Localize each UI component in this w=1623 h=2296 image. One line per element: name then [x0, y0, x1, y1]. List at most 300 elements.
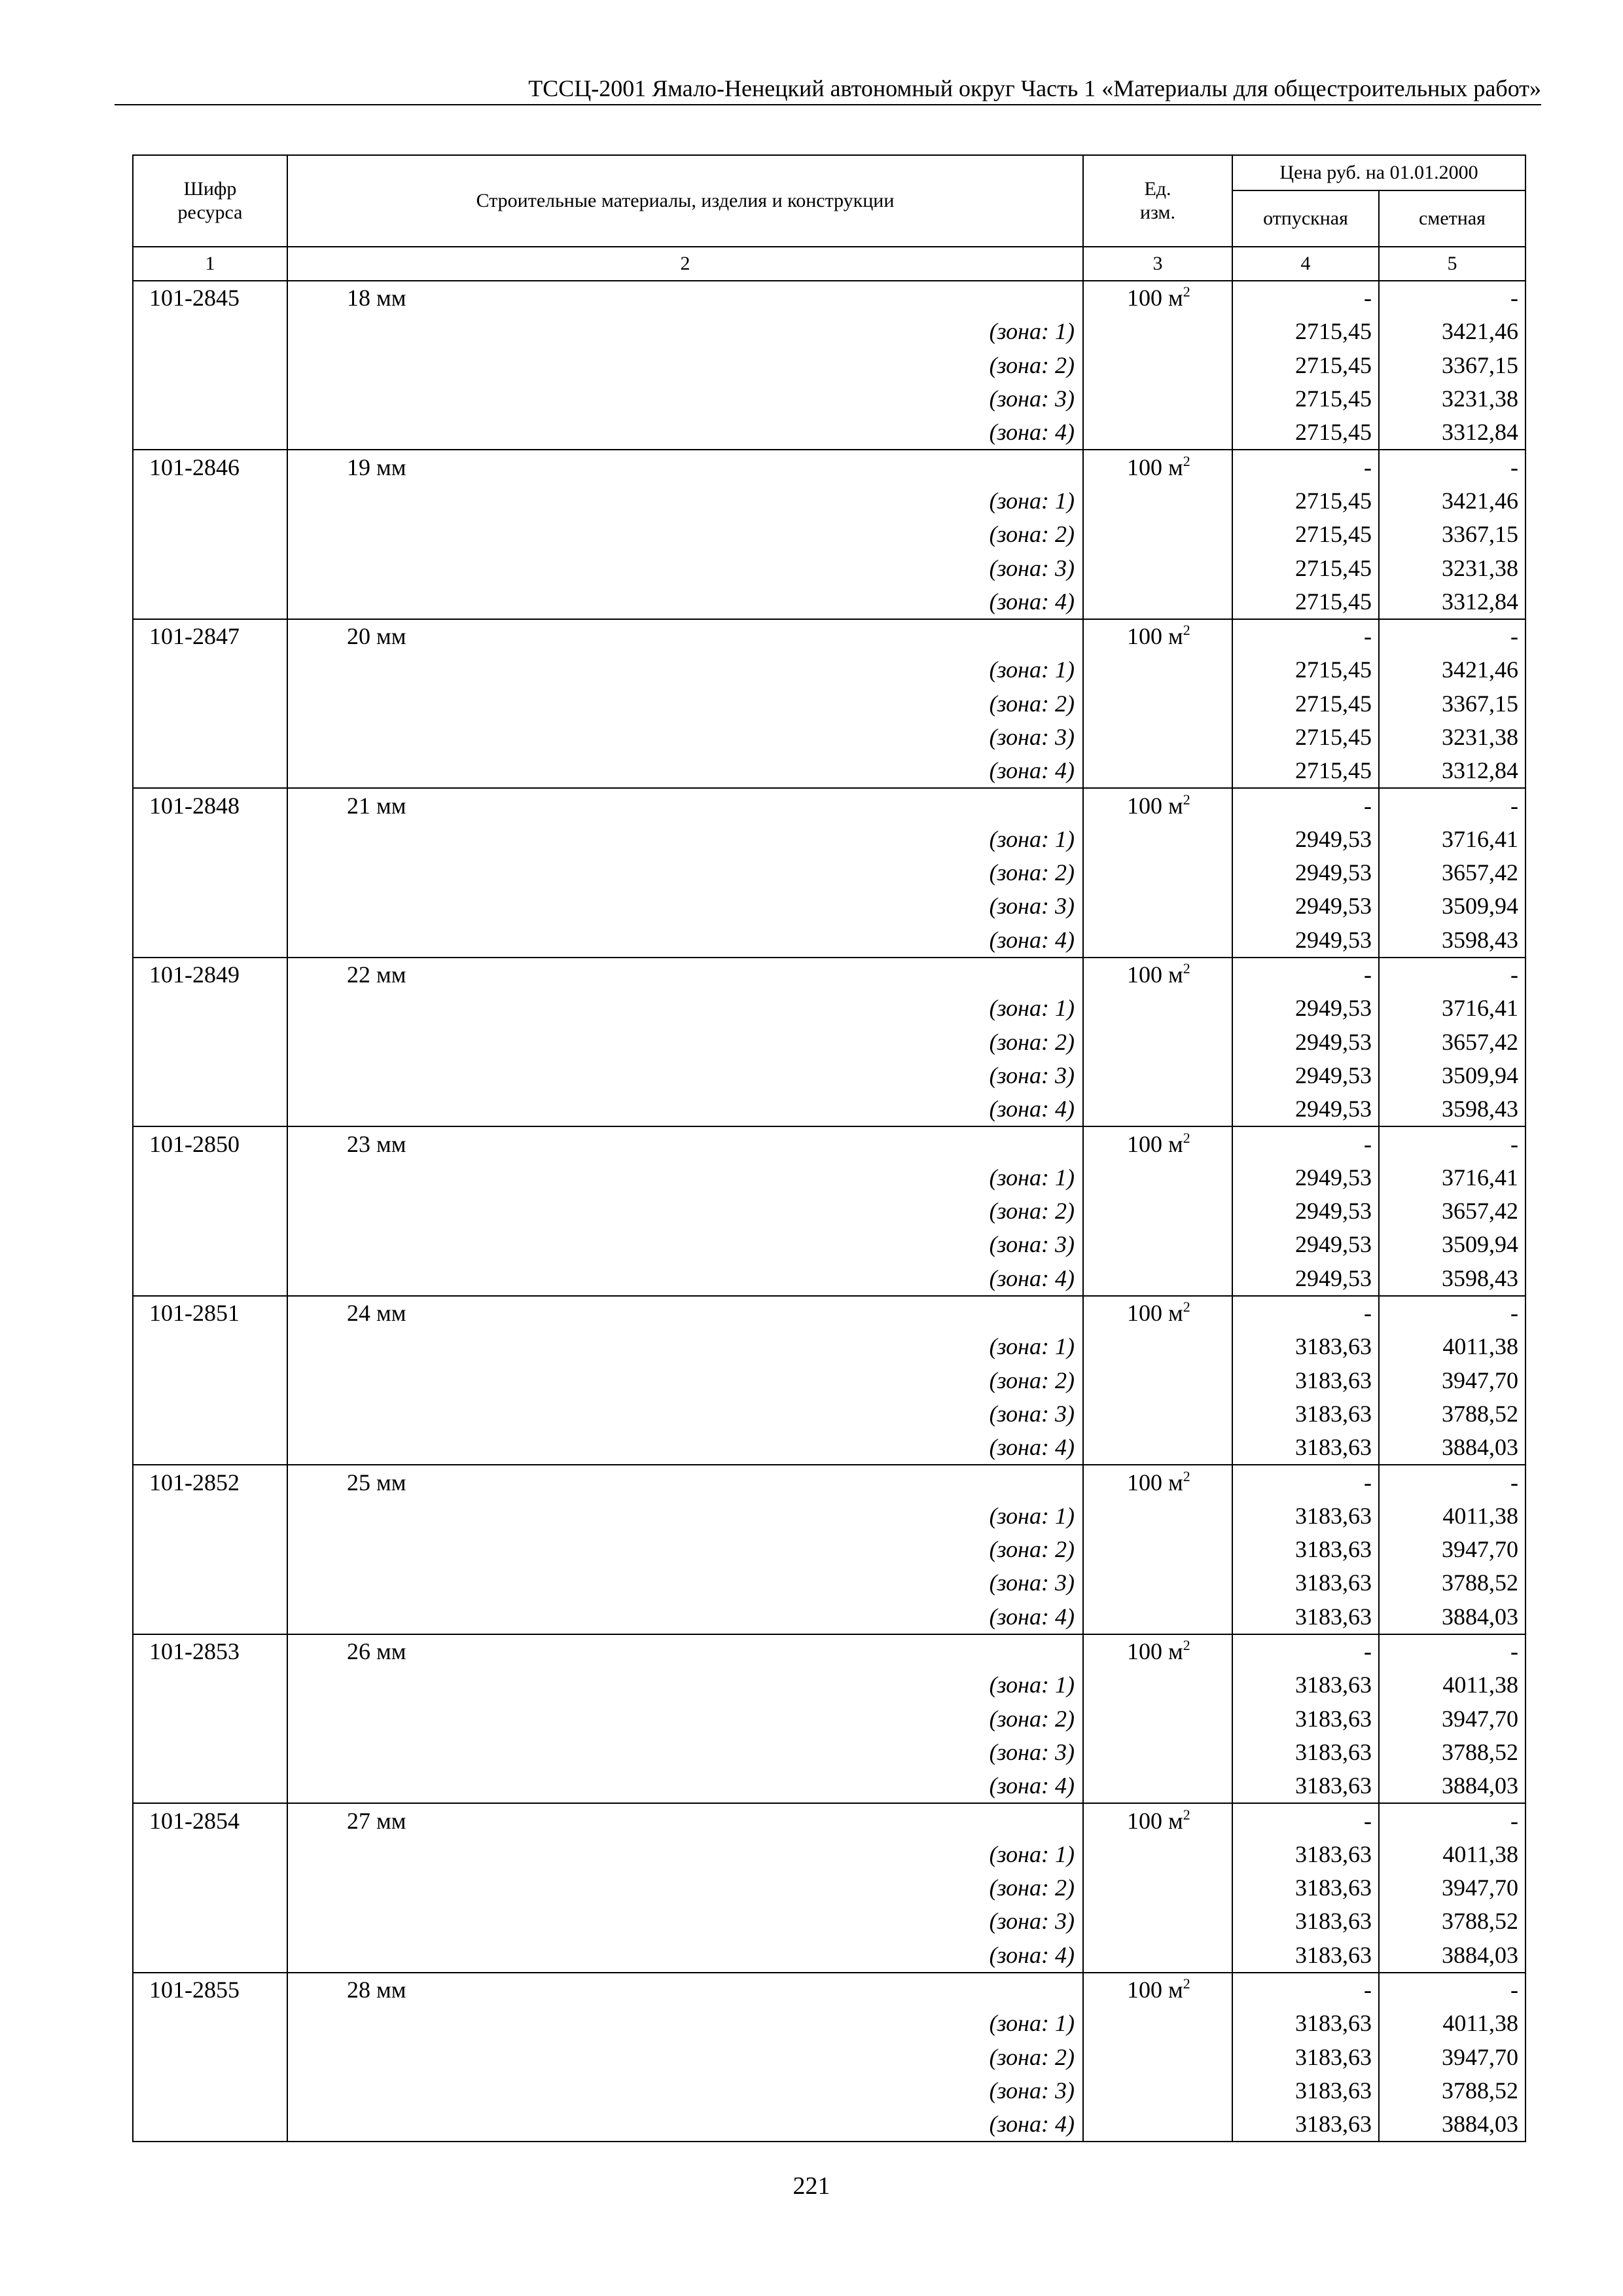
resource-code: 101-2845 [133, 281, 287, 315]
price-table [132, 154, 1526, 2142]
zone-label: (зона: 4) [287, 2108, 1083, 2142]
empty-cell [1083, 1161, 1232, 1194]
zone-row [133, 1161, 1525, 1194]
estimate-price: 4011,38 [1379, 1668, 1525, 1702]
zone-label: (зона: 1) [287, 1499, 1083, 1533]
resource-code: 101-2848 [133, 788, 287, 822]
estimate-price: 3947,70 [1379, 1702, 1525, 1735]
zone-label: (зона: 3) [287, 1736, 1083, 1769]
estimate-price: 3421,46 [1379, 653, 1525, 687]
empty-cell [1083, 585, 1232, 619]
header-unit: Ед. изм. [1083, 155, 1232, 247]
release-price: - [1232, 619, 1379, 653]
empty-cell [133, 687, 287, 721]
page-number: 221 [793, 2172, 830, 2200]
empty-cell [133, 1499, 287, 1533]
release-price: 3183,63 [1232, 1668, 1379, 1702]
estimate-price: 3657,42 [1379, 856, 1525, 889]
material-name: 19 мм [287, 450, 1083, 484]
zone-row [133, 2040, 1525, 2073]
unit-text: 100 м [1127, 1300, 1183, 1327]
unit-text: 100 м [1127, 1130, 1183, 1157]
unit-cell [1083, 1803, 1232, 1837]
zone-row [133, 1769, 1525, 1803]
empty-cell [1083, 1397, 1232, 1431]
zone-label: (зона: 1) [287, 1668, 1083, 1702]
zone-label: (зона: 1) [287, 315, 1083, 348]
estimate-price: - [1379, 1465, 1525, 1499]
release-price: 2949,53 [1232, 924, 1379, 958]
release-price: 2715,45 [1232, 484, 1379, 518]
empty-cell [133, 823, 287, 856]
unit-superscript: 2 [1183, 1129, 1190, 1146]
estimate-price: 3884,03 [1379, 2108, 1525, 2142]
header-code: Шифр ресурса [133, 155, 287, 247]
release-price: 3183,63 [1232, 2108, 1379, 2142]
zone-label: (зона: 1) [287, 1161, 1083, 1194]
estimate-price: 3598,43 [1379, 1092, 1525, 1126]
empty-cell [1083, 721, 1232, 754]
zone-label: (зона: 4) [287, 1600, 1083, 1634]
table-row [133, 958, 1525, 992]
table-row [133, 450, 1525, 484]
empty-cell [1083, 1364, 1232, 1397]
empty-cell [1083, 1533, 1232, 1566]
zone-row [133, 1364, 1525, 1397]
zone-label: (зона: 2) [287, 1194, 1083, 1228]
zone-row [133, 1194, 1525, 1228]
release-price: 2715,45 [1232, 653, 1379, 687]
release-price: 3183,63 [1232, 1330, 1379, 1363]
empty-cell [1083, 1736, 1232, 1769]
zone-label: (зона: 3) [287, 1566, 1083, 1600]
material-name: 21 мм [287, 788, 1083, 822]
release-price: - [1232, 1126, 1379, 1160]
estimate-price: 3312,84 [1379, 585, 1525, 619]
release-price: 3183,63 [1232, 1364, 1379, 1397]
column-number: 2 [287, 247, 1083, 281]
empty-cell [1083, 1330, 1232, 1363]
estimate-price: 3509,94 [1379, 1059, 1525, 1092]
empty-cell [133, 1939, 287, 1973]
empty-cell [1083, 823, 1232, 856]
table-row [133, 1973, 1525, 2007]
table-row [133, 1296, 1525, 1330]
resource-code: 101-2849 [133, 958, 287, 992]
table-row [133, 1803, 1525, 1837]
zone-row [133, 349, 1525, 382]
estimate-price: 3312,84 [1379, 754, 1525, 788]
zone-label: (зона: 4) [287, 416, 1083, 450]
empty-cell [133, 585, 287, 619]
material-name: 26 мм [287, 1634, 1083, 1668]
empty-cell [1083, 1262, 1232, 1296]
empty-cell [133, 1431, 287, 1465]
estimate-price: - [1379, 1296, 1525, 1330]
empty-cell [133, 992, 287, 1025]
zone-row [133, 1533, 1525, 1566]
empty-cell [133, 754, 287, 788]
release-price: - [1232, 281, 1379, 315]
zone-row [133, 1026, 1525, 1059]
zone-label: (зона: 1) [287, 653, 1083, 687]
zone-row [133, 1059, 1525, 1092]
header-rule [115, 104, 1541, 105]
empty-cell [133, 1905, 287, 1938]
empty-cell [1083, 315, 1232, 348]
unit-superscript: 2 [1183, 1467, 1190, 1484]
zone-row [133, 1499, 1525, 1533]
release-price: 2949,53 [1232, 1092, 1379, 1126]
estimate-price: - [1379, 1126, 1525, 1160]
empty-cell [133, 315, 287, 348]
zone-label: (зона: 4) [287, 924, 1083, 958]
unit-cell [1083, 788, 1232, 822]
zone-label: (зона: 4) [287, 1769, 1083, 1803]
unit-cell [1083, 1296, 1232, 1330]
release-price: 3183,63 [1232, 1736, 1379, 1769]
release-price: 3183,63 [1232, 1566, 1379, 1600]
zone-label: (зона: 3) [287, 382, 1083, 416]
release-price: - [1232, 958, 1379, 992]
estimate-price: 3367,15 [1379, 349, 1525, 382]
empty-cell [1083, 518, 1232, 551]
release-price: 2715,45 [1232, 551, 1379, 584]
empty-cell [133, 1092, 287, 1126]
estimate-price: 4011,38 [1379, 1499, 1525, 1533]
zone-row [133, 823, 1525, 856]
zone-label: (зона: 4) [287, 1092, 1083, 1126]
release-price: 3183,63 [1232, 1533, 1379, 1566]
zone-row [133, 1566, 1525, 1600]
zone-label: (зона: 2) [287, 2040, 1083, 2073]
empty-cell [133, 1736, 287, 1769]
zone-label: (зона: 4) [287, 1431, 1083, 1465]
zone-label: (зона: 3) [287, 1397, 1083, 1431]
material-name: 22 мм [287, 958, 1083, 992]
zone-label: (зона: 2) [287, 1364, 1083, 1397]
estimate-price: 3598,43 [1379, 1262, 1525, 1296]
table-row [133, 1126, 1525, 1160]
release-price: 2715,45 [1232, 315, 1379, 348]
estimate-price: 3788,52 [1379, 1905, 1525, 1938]
empty-cell [1083, 484, 1232, 518]
estimate-price: 3884,03 [1379, 1769, 1525, 1803]
release-price: 2949,53 [1232, 1194, 1379, 1228]
zone-label: (зона: 3) [287, 721, 1083, 754]
unit-superscript: 2 [1183, 1975, 1190, 1992]
zone-row [133, 1600, 1525, 1634]
estimate-price: 3788,52 [1379, 1397, 1525, 1431]
empty-cell [1083, 687, 1232, 721]
unit-cell [1083, 1973, 1232, 2007]
empty-cell [133, 2007, 287, 2040]
release-price: 2715,45 [1232, 754, 1379, 788]
release-price: - [1232, 450, 1379, 484]
unit-text: 100 м [1127, 961, 1183, 988]
zone-row [133, 484, 1525, 518]
release-price: 2715,45 [1232, 518, 1379, 551]
release-price: 3183,63 [1232, 2074, 1379, 2108]
release-price: 2715,45 [1232, 585, 1379, 619]
empty-cell [133, 1702, 287, 1735]
zone-row [133, 721, 1525, 754]
release-price: 2949,53 [1232, 992, 1379, 1025]
unit-superscript: 2 [1183, 622, 1190, 639]
empty-cell [133, 1600, 287, 1634]
unit-text: 100 м [1127, 285, 1183, 312]
unit-text: 100 м [1127, 792, 1183, 819]
empty-cell [133, 1364, 287, 1397]
estimate-price: - [1379, 788, 1525, 822]
material-name: 18 мм [287, 281, 1083, 315]
zone-row [133, 1262, 1525, 1296]
empty-cell [133, 653, 287, 687]
column-number: 5 [1379, 247, 1525, 281]
estimate-price: - [1379, 619, 1525, 653]
unit-superscript: 2 [1183, 1637, 1190, 1654]
material-name: 28 мм [287, 1973, 1083, 2007]
empty-cell [1083, 1668, 1232, 1702]
zone-row [133, 1838, 1525, 1871]
empty-cell [1083, 1026, 1232, 1059]
release-price: 2949,53 [1232, 1262, 1379, 1296]
zone-label: (зона: 2) [287, 518, 1083, 551]
zone-row [133, 1871, 1525, 1905]
empty-cell [133, 416, 287, 450]
unit-cell [1083, 619, 1232, 653]
release-price: 2715,45 [1232, 382, 1379, 416]
empty-cell [1083, 1194, 1232, 1228]
unit-text: 100 м [1127, 1976, 1183, 2003]
table-row [133, 619, 1525, 653]
release-price: 3183,63 [1232, 1600, 1379, 1634]
estimate-price: 3788,52 [1379, 1566, 1525, 1600]
material-name: 27 мм [287, 1803, 1083, 1837]
release-price: 3183,63 [1232, 1431, 1379, 1465]
empty-cell [1083, 2007, 1232, 2040]
empty-cell [1083, 1905, 1232, 1938]
zone-row [133, 653, 1525, 687]
estimate-price: 3947,70 [1379, 1533, 1525, 1566]
release-price: 2949,53 [1232, 1026, 1379, 1059]
empty-cell [133, 2074, 287, 2108]
empty-cell [133, 1161, 287, 1194]
zone-label: (зона: 1) [287, 992, 1083, 1025]
empty-cell [133, 1330, 287, 1363]
zone-row [133, 2108, 1525, 2142]
zone-row [133, 754, 1525, 788]
resource-code: 101-2850 [133, 1126, 287, 1160]
empty-cell [1083, 653, 1232, 687]
zone-label: (зона: 3) [287, 1059, 1083, 1092]
estimate-price: 3367,15 [1379, 518, 1525, 551]
header-name: Строительные материалы, изделия и конструкции [287, 155, 1083, 247]
release-price: 3183,63 [1232, 1939, 1379, 1973]
release-price: - [1232, 788, 1379, 822]
release-price: 3183,63 [1232, 1397, 1379, 1431]
zone-label: (зона: 1) [287, 2007, 1083, 2040]
zone-label: (зона: 3) [287, 1905, 1083, 1938]
column-number: 3 [1083, 247, 1232, 281]
estimate-price: 3231,38 [1379, 382, 1525, 416]
empty-cell [133, 1026, 287, 1059]
material-name: 23 мм [287, 1126, 1083, 1160]
release-price: 2949,53 [1232, 856, 1379, 889]
table-row [133, 281, 1525, 315]
zone-row [133, 1939, 1525, 1973]
zone-label: (зона: 4) [287, 1262, 1083, 1296]
zone-label: (зона: 2) [287, 1871, 1083, 1905]
estimate-price: 4011,38 [1379, 1838, 1525, 1871]
resource-code: 101-2851 [133, 1296, 287, 1330]
release-price: 2715,45 [1232, 687, 1379, 721]
unit-cell [1083, 1634, 1232, 1668]
unit-superscript: 2 [1183, 283, 1190, 300]
empty-cell [133, 1838, 287, 1871]
unit-superscript: 2 [1183, 1299, 1190, 1316]
estimate-price: - [1379, 958, 1525, 992]
empty-cell [133, 1228, 287, 1261]
empty-cell [133, 349, 287, 382]
release-price: 3183,63 [1232, 1499, 1379, 1533]
estimate-price: 3947,70 [1379, 2040, 1525, 2073]
empty-cell [133, 551, 287, 584]
release-price: 3183,63 [1232, 1905, 1379, 1938]
table-row [133, 1634, 1525, 1668]
zone-row [133, 315, 1525, 348]
zone-row [133, 2007, 1525, 2040]
empty-cell [1083, 1431, 1232, 1465]
zone-row [133, 1228, 1525, 1261]
table-row [133, 788, 1525, 822]
empty-cell [133, 1397, 287, 1431]
estimate-price: 3421,46 [1379, 484, 1525, 518]
estimate-price: 3947,70 [1379, 1364, 1525, 1397]
empty-cell [133, 856, 287, 889]
resource-code: 101-2847 [133, 619, 287, 653]
empty-cell [133, 721, 287, 754]
zone-label: (зона: 1) [287, 1330, 1083, 1363]
estimate-price: 3367,15 [1379, 687, 1525, 721]
estimate-price: - [1379, 1973, 1525, 2007]
unit-text: 100 м [1127, 1469, 1183, 1496]
estimate-price: 3788,52 [1379, 2074, 1525, 2108]
zone-row [133, 2074, 1525, 2108]
release-price: 2949,53 [1232, 1161, 1379, 1194]
table-row [133, 1465, 1525, 1499]
material-name: 20 мм [287, 619, 1083, 653]
empty-cell [1083, 1871, 1232, 1905]
unit-cell [1083, 1126, 1232, 1160]
zone-label: (зона: 2) [287, 856, 1083, 889]
empty-cell [133, 1194, 287, 1228]
header-release: отпускная [1232, 190, 1379, 247]
empty-cell [1083, 1702, 1232, 1735]
unit-text: 100 м [1127, 623, 1183, 650]
release-price: 2949,53 [1232, 889, 1379, 923]
release-price: 3183,63 [1232, 2007, 1379, 2040]
zone-row [133, 1431, 1525, 1465]
zone-label: (зона: 3) [287, 551, 1083, 584]
estimate-price: 3788,52 [1379, 1736, 1525, 1769]
empty-cell [1083, 382, 1232, 416]
release-price: - [1232, 1296, 1379, 1330]
resource-code: 101-2853 [133, 1634, 287, 1668]
zone-row [133, 1736, 1525, 1769]
unit-cell [1083, 281, 1232, 315]
resource-code: 101-2854 [133, 1803, 287, 1837]
empty-cell [133, 518, 287, 551]
empty-cell [133, 2108, 287, 2142]
empty-cell [1083, 551, 1232, 584]
zone-row [133, 585, 1525, 619]
release-price: - [1232, 1634, 1379, 1668]
estimate-price: 3231,38 [1379, 721, 1525, 754]
empty-cell [1083, 754, 1232, 788]
empty-cell [133, 484, 287, 518]
empty-cell [133, 1262, 287, 1296]
empty-cell [1083, 349, 1232, 382]
unit-cell [1083, 450, 1232, 484]
empty-cell [1083, 2074, 1232, 2108]
column-number: 4 [1232, 247, 1379, 281]
header-estimate: сметная [1379, 190, 1525, 247]
estimate-price: 4011,38 [1379, 2007, 1525, 2040]
zone-label: (зона: 4) [287, 754, 1083, 788]
unit-text: 100 м [1127, 454, 1183, 480]
running-header: ТССЦ-2001 Ямало-Ненецкий автономный округ Часть 1 «Материалы для общестроительных работ» [528, 75, 1541, 101]
zone-label: (зона: 1) [287, 1838, 1083, 1871]
estimate-price: 3421,46 [1379, 315, 1525, 348]
header-price: Цена руб. на 01.01.2000 [1232, 155, 1525, 190]
empty-cell [133, 382, 287, 416]
estimate-price: 3947,70 [1379, 1871, 1525, 1905]
empty-cell [1083, 1566, 1232, 1600]
zone-row [133, 924, 1525, 958]
zone-label: (зона: 3) [287, 2074, 1083, 2108]
table-body [133, 281, 1525, 2142]
zone-label: (зона: 2) [287, 1533, 1083, 1566]
empty-cell [1083, 1939, 1232, 1973]
unit-cell [1083, 958, 1232, 992]
resource-code: 101-2855 [133, 1973, 287, 2007]
zone-row [133, 1905, 1525, 1938]
empty-cell [133, 1871, 287, 1905]
release-price: - [1232, 1803, 1379, 1837]
empty-cell [1083, 1499, 1232, 1533]
unit-superscript: 2 [1183, 1806, 1190, 1823]
empty-cell [1083, 1059, 1232, 1092]
unit-superscript: 2 [1183, 960, 1190, 977]
release-price: 2949,53 [1232, 1228, 1379, 1261]
estimate-price: 3509,94 [1379, 889, 1525, 923]
estimate-price: 3231,38 [1379, 551, 1525, 584]
empty-cell [1083, 856, 1232, 889]
estimate-price: 3884,03 [1379, 1431, 1525, 1465]
release-price: 2715,45 [1232, 416, 1379, 450]
zone-label: (зона: 2) [287, 1702, 1083, 1735]
empty-cell [1083, 1600, 1232, 1634]
zone-row [133, 992, 1525, 1025]
zone-row [133, 1668, 1525, 1702]
unit-superscript: 2 [1183, 791, 1190, 808]
estimate-price: 3884,03 [1379, 1939, 1525, 1973]
release-price: 3183,63 [1232, 1838, 1379, 1871]
estimate-price: 3657,42 [1379, 1194, 1525, 1228]
zone-row [133, 382, 1525, 416]
estimate-price: 3598,43 [1379, 924, 1525, 958]
